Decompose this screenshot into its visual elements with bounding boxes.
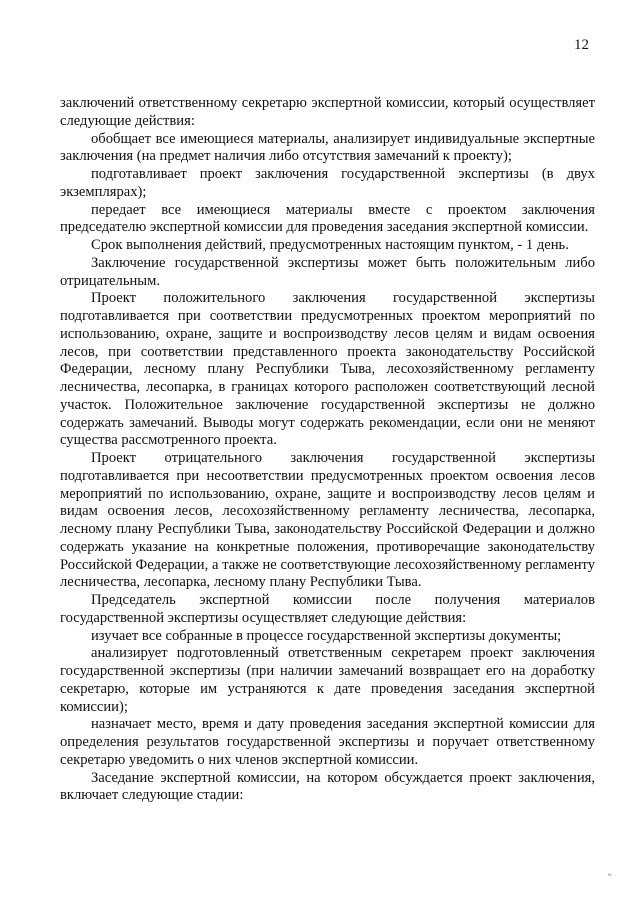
paragraph: Проект положительного заключения государственной экспертизы подготавливается при соответствии предусмотренных проектом мероприятий по использованию, охране, защите и воспроизводству лесов целям и видам освоения лесов, при соответствии представленного проекта законодательству Российской Федерации, лесному плану Республики Тыва, лесохозяйственному регламенту лесничества, лесопарка, в границах которого расположен соответствующий лесной участок. Положительное заключение государственной экспертизы не должно содержать замечаний. Выводы могут содержать рекомендации, если они не меняют существа рассмотренного проекта. xyxy=(60,290,595,449)
paragraph: Срок выполнения действий, предусмотренных настоящим пунктом, - 1 день. xyxy=(91,237,569,253)
paragraph: анализирует подготовленный ответственным секретарем проект заключения государственной экспертизы (при наличии замечаний возвращает его на доработку секретарю, которые им устраняются к дате проведения заседания экспертной комиссии); xyxy=(60,645,595,715)
document-body xyxy=(60,95,595,805)
paragraph: назначает место, время и дату проведения заседания экспертной комиссии для определения результатов государственной экспертизы и поручает ответственному секретарю уведомить о них членов экспертной комиссии. xyxy=(60,716,595,768)
paragraph: заключений ответственному секретарю экспертной комиссии, который осуществляет следующие действия: xyxy=(60,95,595,129)
paragraph: изучает все собранные в процессе государственной экспертизы документы; xyxy=(91,627,562,644)
page-number: 12 xyxy=(574,37,589,53)
corner-mark: ᵕ xyxy=(608,868,612,882)
paragraph: обобщает все имеющиеся материалы, анализирует индивидуальные экспертные заключения (на предмет наличия либо отсутствия замечаний к проекту); xyxy=(60,130,595,165)
paragraph: передает все имеющиеся материалы вместе с проектом заключения председателю экспертной комиссии для проведения заседания экспертной комиссии. xyxy=(60,201,595,236)
paragraph: Проект отрицательного заключения государственной экспертизы подготавливается при несоответствии предусмотренных проектом освоения лесов мероприятий по использованию, охране, защите и воспроизводству лесов целям и видам освоения лесов, лесохозяйственному регламенту лесничества, лесопарка, лесному плану Республики Тыва, законодательству Российской Федерации и должно содержать указание на конкретные положения, противоречащие законодательству Российской Федерации, а также не соответствующие лесохозяйственному регламенту лесничества, лесопарка, лесному плану Республики Тыва. xyxy=(60,450,595,591)
paragraph: Председатель экспертной комиссии после получения материалов государственной экспертизы осуществляет следующие действия: xyxy=(60,592,595,626)
paragraph: подготавливает проект заключения государственной экспертизы (в двух экземплярах); xyxy=(60,166,595,200)
paragraph: Заключение государственной экспертизы может быть положительным либо отрицательным. xyxy=(60,254,595,289)
paragraph: Заседание экспертной комиссии, на котором обсуждается проект заключения, включает следующие стадии: xyxy=(60,769,595,804)
